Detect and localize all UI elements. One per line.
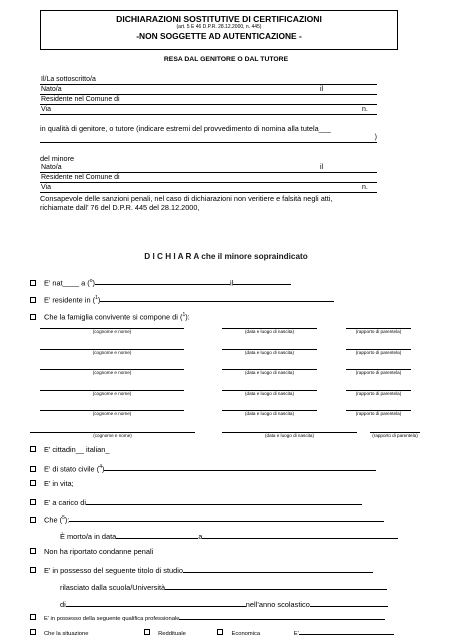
- checkbox[interactable]: [30, 466, 36, 472]
- checkbox[interactable]: [30, 629, 36, 635]
- guardian-appointment-field[interactable]: ): [40, 133, 377, 143]
- item-died: È morto/a in data a: [60, 530, 398, 542]
- item-no-convictions: Non ha riportato condanne penali: [30, 547, 153, 557]
- document-subtitle: -NON SOGGETTE AD AUTENTICAZIONE -: [136, 31, 302, 41]
- checkbox-economic[interactable]: [217, 629, 223, 635]
- minor-street-field[interactable]: Via: [40, 183, 319, 193]
- family-name-label: (cognome e nome): [93, 433, 132, 438]
- family-relation-label: (rapporto di parentela): [355, 329, 402, 334]
- awareness-line-1: Consapevole delle sanzioni penali, nel caso di dichiarazioni non veritiere e falsità negli atti,: [40, 194, 333, 203]
- family-name-label: (cognome e nome): [92, 370, 132, 375]
- family-relation-label: (rapporto di parentela): [355, 350, 402, 355]
- item-issued: rilasciato dalla scuola/Università: [60, 581, 387, 593]
- item-citizen: E’ cittadin__ italian_: [30, 445, 109, 455]
- item-civil-status: E’ di stato civile ($^4$): [30, 462, 376, 474]
- birth-field[interactable]: Nato/a: [40, 85, 319, 95]
- checkbox[interactable]: [30, 548, 36, 554]
- family-relation-label: (rapporto di parentela): [355, 391, 402, 396]
- section-title: RESA DAL GENITORE O DAL TUTORE: [163, 56, 289, 63]
- item-born: E’ nat____ a ($^o$) il: [30, 276, 291, 288]
- item-school-year: di nell’anno scolastico: [60, 598, 388, 610]
- item-situation: Che la situazione Reddituale Economica E’: [30, 628, 394, 639]
- birth-date-field[interactable]: il: [319, 85, 361, 95]
- family-name-label: (cognome e nome): [92, 391, 132, 396]
- minor-birth-field[interactable]: Nato/a: [40, 163, 319, 173]
- street-field[interactable]: Via: [40, 105, 319, 115]
- family-relation-label: (rapporto di parentela): [355, 370, 402, 375]
- street-number-field[interactable]: n.: [361, 105, 377, 115]
- item-alive: E’ in vita;: [30, 479, 74, 489]
- item-degree: E’ in possesso del seguente titolo di studio: [30, 564, 373, 576]
- checkbox[interactable]: [30, 567, 36, 573]
- awareness-line-2: richiamate dall’ 76 del D.P.R. 445 del 28.12.2000,: [40, 203, 200, 212]
- checkbox[interactable]: [30, 614, 36, 620]
- family-birth-label: (data e luogo di nascita): [244, 370, 295, 375]
- title-box: [40, 10, 398, 50]
- item-family: Che la famiglia convivente si compone di ($^1$):: [30, 310, 190, 322]
- declarant-table: [40, 75, 377, 115]
- checkbox-income[interactable]: [144, 629, 150, 635]
- checkbox[interactable]: [30, 446, 36, 452]
- family-name-label: (cognome e nome): [92, 350, 132, 355]
- family-birth-label: (data e luogo di nascita): [244, 329, 295, 334]
- name-field[interactable]: Il/La sottoscritto/a: [40, 75, 377, 85]
- item-dependent: E’ a carico di: [30, 496, 362, 508]
- guardian-text: in qualità di genitore, o tutore (indicare estremi del provvedimento di nomina alla tutela___: [40, 124, 331, 133]
- family-birth-label: (data e luogo di nascita): [244, 350, 295, 355]
- minor-birth-date-field[interactable]: il: [319, 163, 361, 173]
- checkbox[interactable]: [30, 480, 36, 486]
- declaration-heading: D I C H I A R A che il minore sopraindicato: [144, 252, 308, 261]
- family-name-label: (cognome e nome): [92, 329, 132, 334]
- family-name-label: (cognome e nome): [92, 411, 132, 416]
- minor-residence-field[interactable]: Residente nel Comune di: [40, 173, 377, 183]
- minor-street-number-field[interactable]: n.: [361, 183, 377, 193]
- residence-field[interactable]: Residente nel Comune di: [40, 95, 377, 105]
- checkbox[interactable]: [30, 517, 36, 523]
- checkbox[interactable]: [30, 297, 36, 303]
- minor-table: [40, 163, 377, 193]
- item-qualification: E’ in possesso della seguente qualifica professionale: [30, 613, 385, 624]
- checkbox[interactable]: [30, 280, 36, 286]
- family-birth-label: (data e luogo di nascita): [244, 411, 295, 416]
- minor-label: del minore: [40, 154, 75, 163]
- family-relation-label: (rapporto di parentela): [372, 433, 418, 438]
- checkbox[interactable]: [30, 499, 36, 505]
- legal-reference: (art. 5 E 46 D.P.R. 28.12.2000, n. 445): [176, 24, 262, 30]
- item-resident: E’ residente in ($^1$): [30, 293, 334, 305]
- item-che: Che ($^5$):: [30, 513, 384, 525]
- family-birth-label: (data e luogo di nascita): [264, 433, 315, 438]
- family-birth-label: (data e luogo di nascita): [244, 391, 295, 396]
- document-title: DICHIARAZIONI SOSTITUTIVE DI CERTIFICAZIONI: [116, 14, 322, 24]
- checkbox[interactable]: [30, 314, 36, 320]
- family-relation-label: (rapporto di parentela): [355, 411, 402, 416]
